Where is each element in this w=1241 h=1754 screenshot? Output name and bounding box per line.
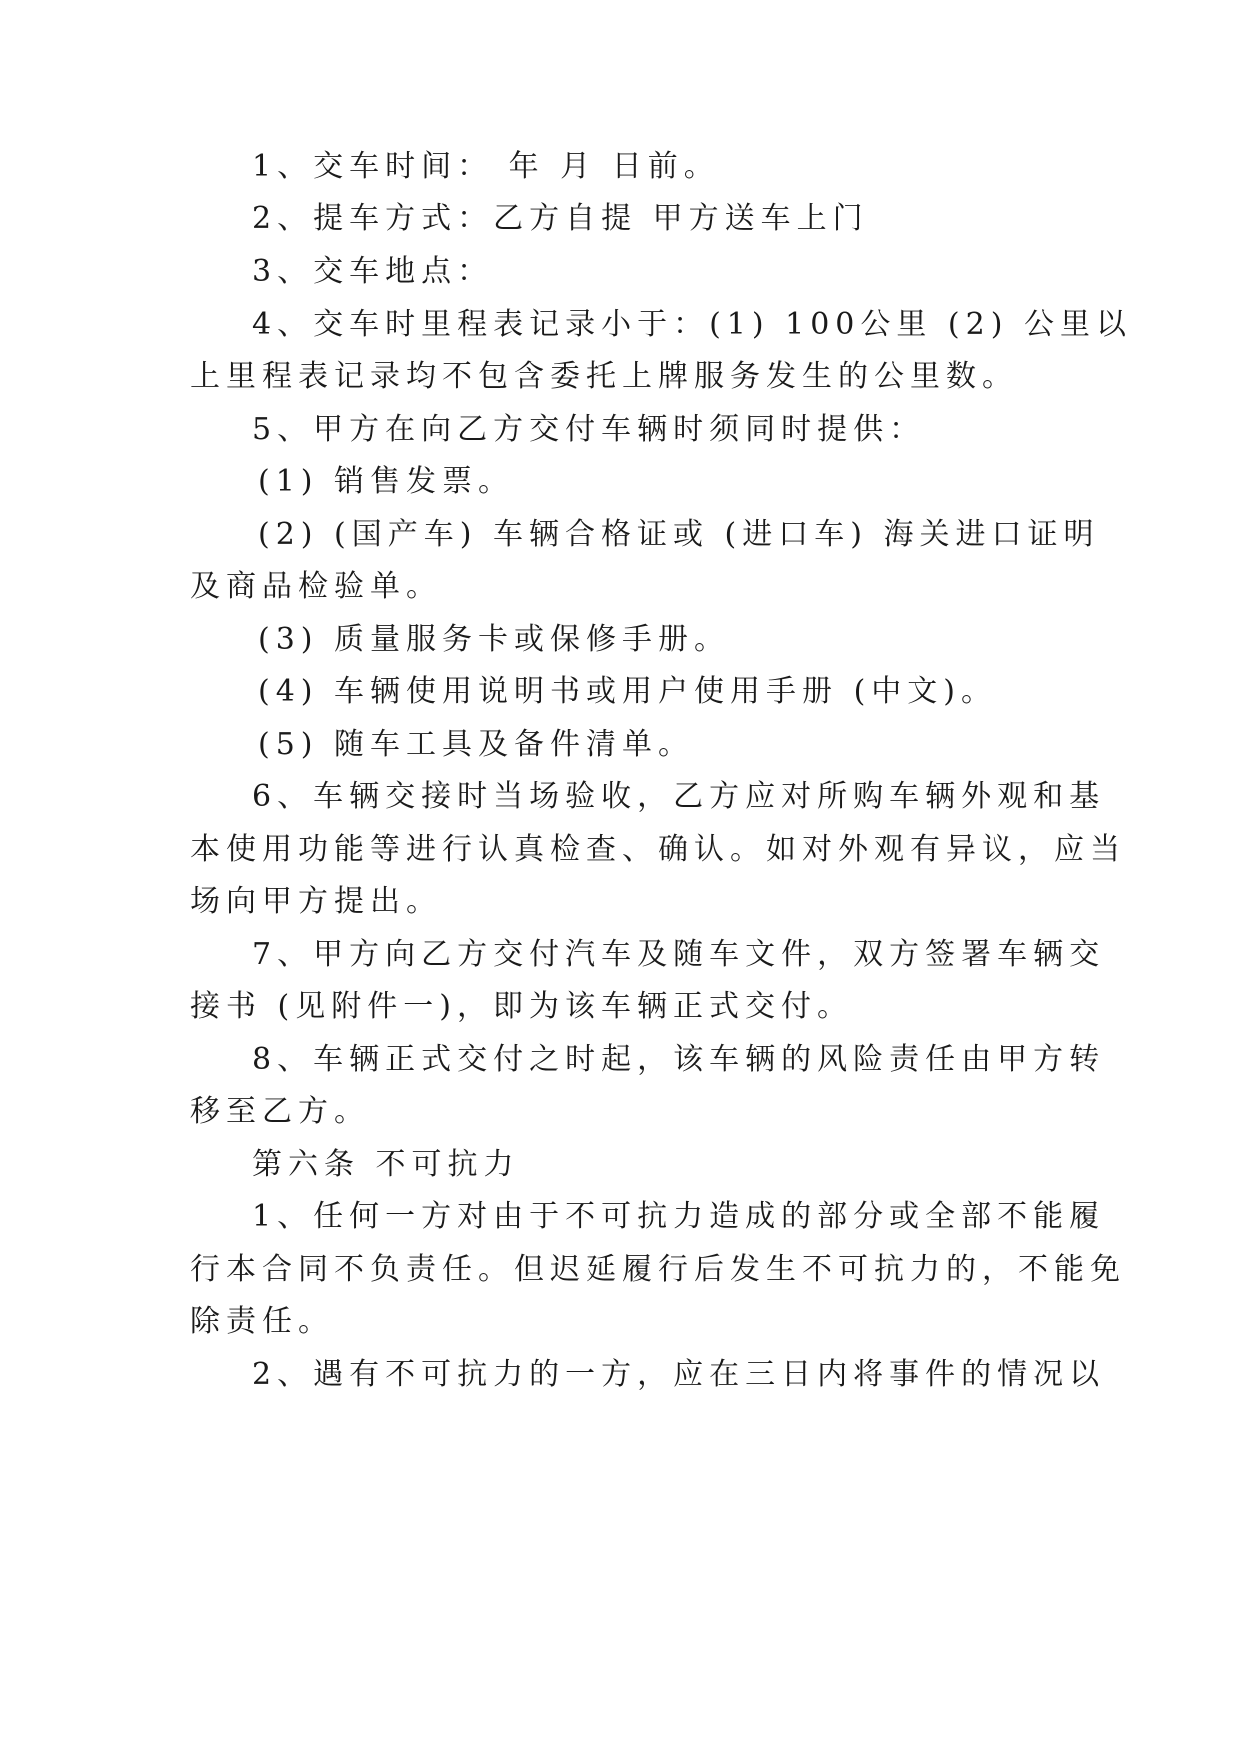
text-line: (1) 销售发票。 (258, 464, 515, 499)
text-line: (5) 随车工具及备件清单。 (258, 727, 695, 762)
text-line: 2、提车方式：乙方自提 甲方送车上门 (252, 201, 869, 236)
text-line: 除责任。 (190, 1304, 334, 1339)
text-line: 8、车辆正式交付之时起，该车辆的风险责任由甲方转 (252, 1042, 1106, 1077)
section-heading: 第六条 不可抗力 (252, 1147, 520, 1182)
text-line: 6、车辆交接时当场验收，乙方应对所购车辆外观和基 (252, 779, 1106, 814)
text-line: 2、遇有不可抗力的一方，应在三日内将事件的情况以 (252, 1357, 1106, 1392)
text-line: (3) 质量服务卡或保修手册。 (258, 622, 731, 657)
text-line: 4、交车时里程表记录小于：(1) 100公里 (2) 公里以 (252, 307, 1132, 342)
text-line: 7、甲方向乙方交付汽车及随车文件，双方签署车辆交 (252, 937, 1106, 972)
text-line: 及商品检验单。 (190, 569, 442, 604)
text-line: 移至乙方。 (190, 1094, 370, 1129)
text-line: 上里程表记录均不包含委托上牌服务发生的公里数。 (190, 359, 1018, 394)
text-line: 本使用功能等进行认真检查、确认。如对外观有异议，应当 (190, 832, 1126, 867)
text-line: (2) (国产车) 车辆合格证或 (进口车) 海关进口证明 (258, 517, 1100, 552)
text-line: 行本合同不负责任。但迟延履行后发生不可抗力的，不能免 (190, 1252, 1126, 1287)
text-line: 5、甲方在向乙方交付车辆时须同时提供： (252, 412, 926, 447)
text-line: 3、交车地点： (252, 254, 494, 289)
text-line: 1、任何一方对由于不可抗力造成的部分或全部不能履 (252, 1199, 1106, 1234)
text-line: 接书 (见附件一)，即为该车辆正式交付。 (190, 989, 853, 1024)
text-line: (4) 车辆使用说明书或用户使用手册 (中文)。 (258, 674, 997, 709)
text-line: 场向甲方提出。 (190, 884, 442, 919)
text-line: 1、交车时间： 年 月 日前。 (252, 149, 720, 184)
